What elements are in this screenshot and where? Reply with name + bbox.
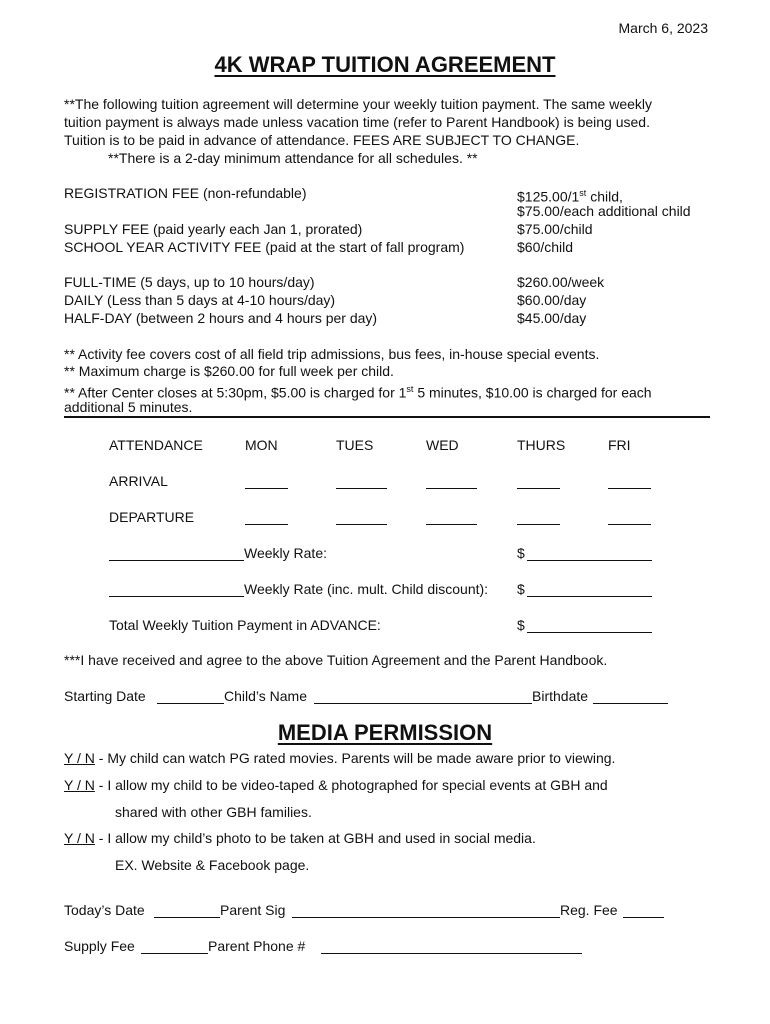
halfday-label: HALF-DAY (between 2 hours and 4 hours per day): [64, 310, 378, 326]
arrival-mon-field[interactable]: [245, 474, 288, 489]
yn-choice[interactable]: Y / N: [64, 777, 95, 793]
intro-line-1: **The following tuition agreement will determine your weekly tuition payment. The same weekly: [64, 96, 653, 112]
yn-choice[interactable]: Y / N: [64, 830, 95, 846]
section-divider: [64, 416, 710, 418]
weekly-rate-discount-amount-field[interactable]: [527, 582, 652, 597]
todays-date-field[interactable]: [154, 903, 220, 918]
media-item-social-line-2: EX. Website & Facebook page.: [115, 857, 310, 873]
media-item-video: Y / N - I allow my child to be video-taped & photographed for special events at GBH and: [64, 777, 608, 793]
agreement-statement: ***I have received and agree to the above Tuition Agreement and the Parent Handbook.: [64, 652, 608, 668]
supply-fee-label: SUPPLY FEE (paid yearly each Jan 1, prorated): [64, 221, 363, 237]
late-fee-note-line-2: additional 5 minutes.: [64, 399, 193, 415]
supply-fee-sig-label: Supply Fee: [64, 938, 135, 954]
page-title: 4K WRAP TUITION AGREEMENT: [214, 52, 556, 77]
day-header-wed: WED: [426, 437, 459, 453]
arrival-label: ARRIVAL: [109, 473, 168, 489]
departure-label: DEPARTURE: [109, 509, 195, 525]
activity-fee-value: $60/child: [517, 239, 574, 255]
day-header-tues: TUES: [336, 437, 374, 453]
attendance-header: ATTENDANCE: [109, 437, 203, 453]
media-item-pg-movies: Y / N - My child can watch PG rated movies. Parents will be made aware prior to viewing.: [64, 750, 616, 766]
departure-mon-field[interactable]: [245, 510, 288, 525]
arrival-fri-field[interactable]: [608, 474, 651, 489]
birthdate-label: Birthdate: [532, 688, 589, 704]
fulltime-value: $260.00/week: [517, 274, 605, 290]
activity-fee-note: ** Activity fee covers cost of all field trip admissions, bus fees, in-house special events.: [64, 346, 600, 362]
daily-label: DAILY (Less than 5 days at 4-10 hours/day): [64, 292, 336, 308]
starting-date-field[interactable]: [157, 689, 224, 704]
parent-phone-field[interactable]: [321, 939, 582, 954]
departure-thurs-field[interactable]: [517, 510, 560, 525]
weekly-rate-label: Weekly Rate:: [244, 545, 327, 561]
weekly-rate-amount-field[interactable]: [527, 546, 652, 561]
childs-name-field[interactable]: [314, 689, 532, 704]
maximum-charge-note: ** Maximum charge is $260.00 for full week per child.: [64, 363, 394, 379]
parent-sig-label: Parent Sig: [220, 902, 286, 918]
media-permission-title: MEDIA PERMISSION: [277, 720, 493, 745]
supply-fee-field[interactable]: [141, 939, 208, 954]
arrival-wed-field[interactable]: [426, 474, 477, 489]
late-fee-note: ** After Center closes at 5:30pm, $5.00 is charged for 1st 5 minutes, $10.00 is charged for each: [64, 384, 652, 401]
weekly-rate-discount-label: Weekly Rate (inc. mult. Child discount):: [244, 581, 489, 597]
day-header-mon: MON: [245, 437, 278, 453]
weekly-rate-discount-days-field[interactable]: [109, 582, 244, 597]
day-header-fri: FRI: [608, 437, 631, 453]
day-header-thurs: THURS: [517, 437, 566, 453]
intro-line-2: tuition payment is always made unless vacation time (refer to Parent Handbook) is being used.: [64, 114, 650, 130]
registration-fee-value: $125.00/1st child,: [517, 188, 623, 205]
parent-phone-label: Parent Phone #: [208, 938, 306, 954]
parent-sig-field[interactable]: [292, 903, 560, 918]
total-weekly-payment-label: Total Weekly Tuition Payment in ADVANCE:: [109, 617, 381, 633]
activity-fee-label: SCHOOL YEAR ACTIVITY FEE (paid at the start of fall program): [64, 239, 465, 255]
reg-fee-label: Reg. Fee: [560, 902, 618, 918]
supply-fee-value: $75.00/child: [517, 221, 593, 237]
reg-fee-field[interactable]: [623, 903, 664, 918]
weekly-rate-discount-dollar: $: [517, 581, 525, 597]
departure-tues-field[interactable]: [336, 510, 387, 525]
departure-wed-field[interactable]: [426, 510, 477, 525]
halfday-value: $45.00/day: [517, 310, 587, 326]
fulltime-label: FULL-TIME (5 days, up to 10 hours/day): [64, 274, 315, 290]
weekly-rate-days-field[interactable]: [109, 546, 244, 561]
daily-value: $60.00/day: [517, 292, 587, 308]
document-date: March 6, 2023: [618, 20, 708, 36]
arrival-thurs-field[interactable]: [517, 474, 560, 489]
registration-fee-additional: $75.00/each additional child: [517, 203, 691, 219]
arrival-tues-field[interactable]: [336, 474, 387, 489]
intro-minimum-note: **There is a 2-day minimum attendance for all schedules. **: [108, 150, 478, 166]
departure-fri-field[interactable]: [608, 510, 651, 525]
starting-date-label: Starting Date: [64, 688, 146, 704]
weekly-rate-dollar: $: [517, 545, 525, 561]
total-weekly-payment-dollar: $: [517, 617, 525, 633]
yn-choice[interactable]: Y / N: [64, 750, 95, 766]
childs-name-label: Child’s Name: [224, 688, 307, 704]
total-weekly-payment-field[interactable]: [527, 618, 652, 633]
birthdate-field[interactable]: [593, 689, 668, 704]
todays-date-label: Today’s Date: [64, 902, 145, 918]
intro-line-3: Tuition is to be paid in advance of attendance. FEES ARE SUBJECT TO CHANGE.: [64, 132, 580, 148]
media-item-video-line-2: shared with other GBH families.: [115, 804, 312, 820]
media-item-social: Y / N - I allow my child’s photo to be taken at GBH and used in social media.: [64, 830, 536, 846]
registration-fee-label: REGISTRATION FEE (non-refundable): [64, 185, 307, 201]
